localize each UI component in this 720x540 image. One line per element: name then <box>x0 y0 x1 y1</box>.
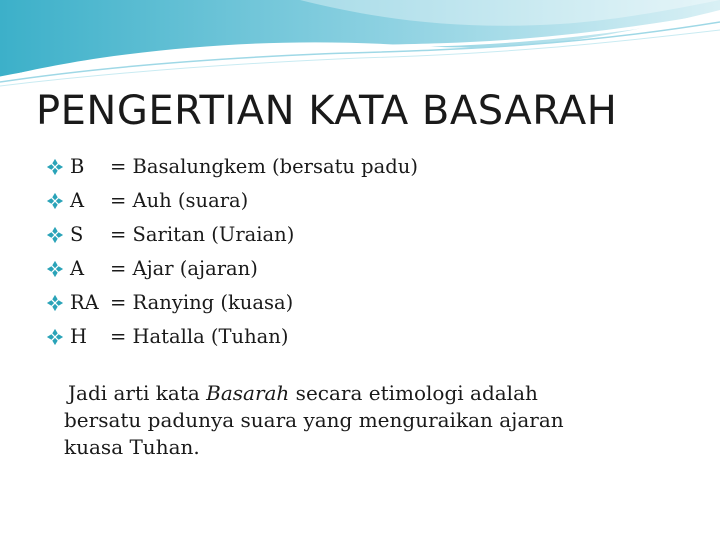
bullet-meaning: = Ranying (kuasa) <box>110 291 294 314</box>
slide-title: PENGERTIAN KATA BASARAH <box>36 88 618 134</box>
conclusion-paragraph <box>64 380 674 461</box>
bullet-letter: B <box>70 155 85 178</box>
header-wave-decoration <box>0 0 720 90</box>
bullet-list <box>46 150 418 354</box>
bullet-meaning: = Saritan (Uraian) <box>110 223 295 246</box>
list-item <box>46 320 418 354</box>
paragraph-text: Jadi arti kata <box>68 381 207 405</box>
diamond-bullet-icon <box>46 294 64 312</box>
bullet-letter: S <box>70 223 84 246</box>
bullet-meaning: = Hatalla (Tuhan) <box>110 325 289 348</box>
paragraph-line-3: kuasa Tuhan. <box>64 435 200 459</box>
diamond-bullet-icon <box>46 260 64 278</box>
list-item <box>46 218 418 252</box>
bullet-meaning: = Ajar (ajaran) <box>110 257 258 280</box>
bullet-letter: A <box>70 257 85 280</box>
bullet-letter: A <box>70 189 85 212</box>
list-item <box>46 252 418 286</box>
bullet-letter: RA <box>70 291 99 314</box>
bullet-meaning: = Auh (suara) <box>110 189 249 212</box>
paragraph-italic-term: Basarah <box>206 381 290 405</box>
list-item <box>46 150 418 184</box>
list-item <box>46 286 418 320</box>
paragraph-text: secara etimologi adalah <box>289 381 538 405</box>
bullet-meaning: = Basalungkem (bersatu padu) <box>110 155 418 178</box>
list-item <box>46 184 418 218</box>
paragraph-line-1 <box>64 380 674 407</box>
diamond-bullet-icon <box>46 328 64 346</box>
bullet-letter: H <box>70 325 88 348</box>
diamond-bullet-icon <box>46 192 64 210</box>
paragraph-line-2: bersatu padunya suara yang menguraikan ajaran <box>64 408 564 432</box>
diamond-bullet-icon <box>46 226 64 244</box>
diamond-bullet-icon <box>46 158 64 176</box>
